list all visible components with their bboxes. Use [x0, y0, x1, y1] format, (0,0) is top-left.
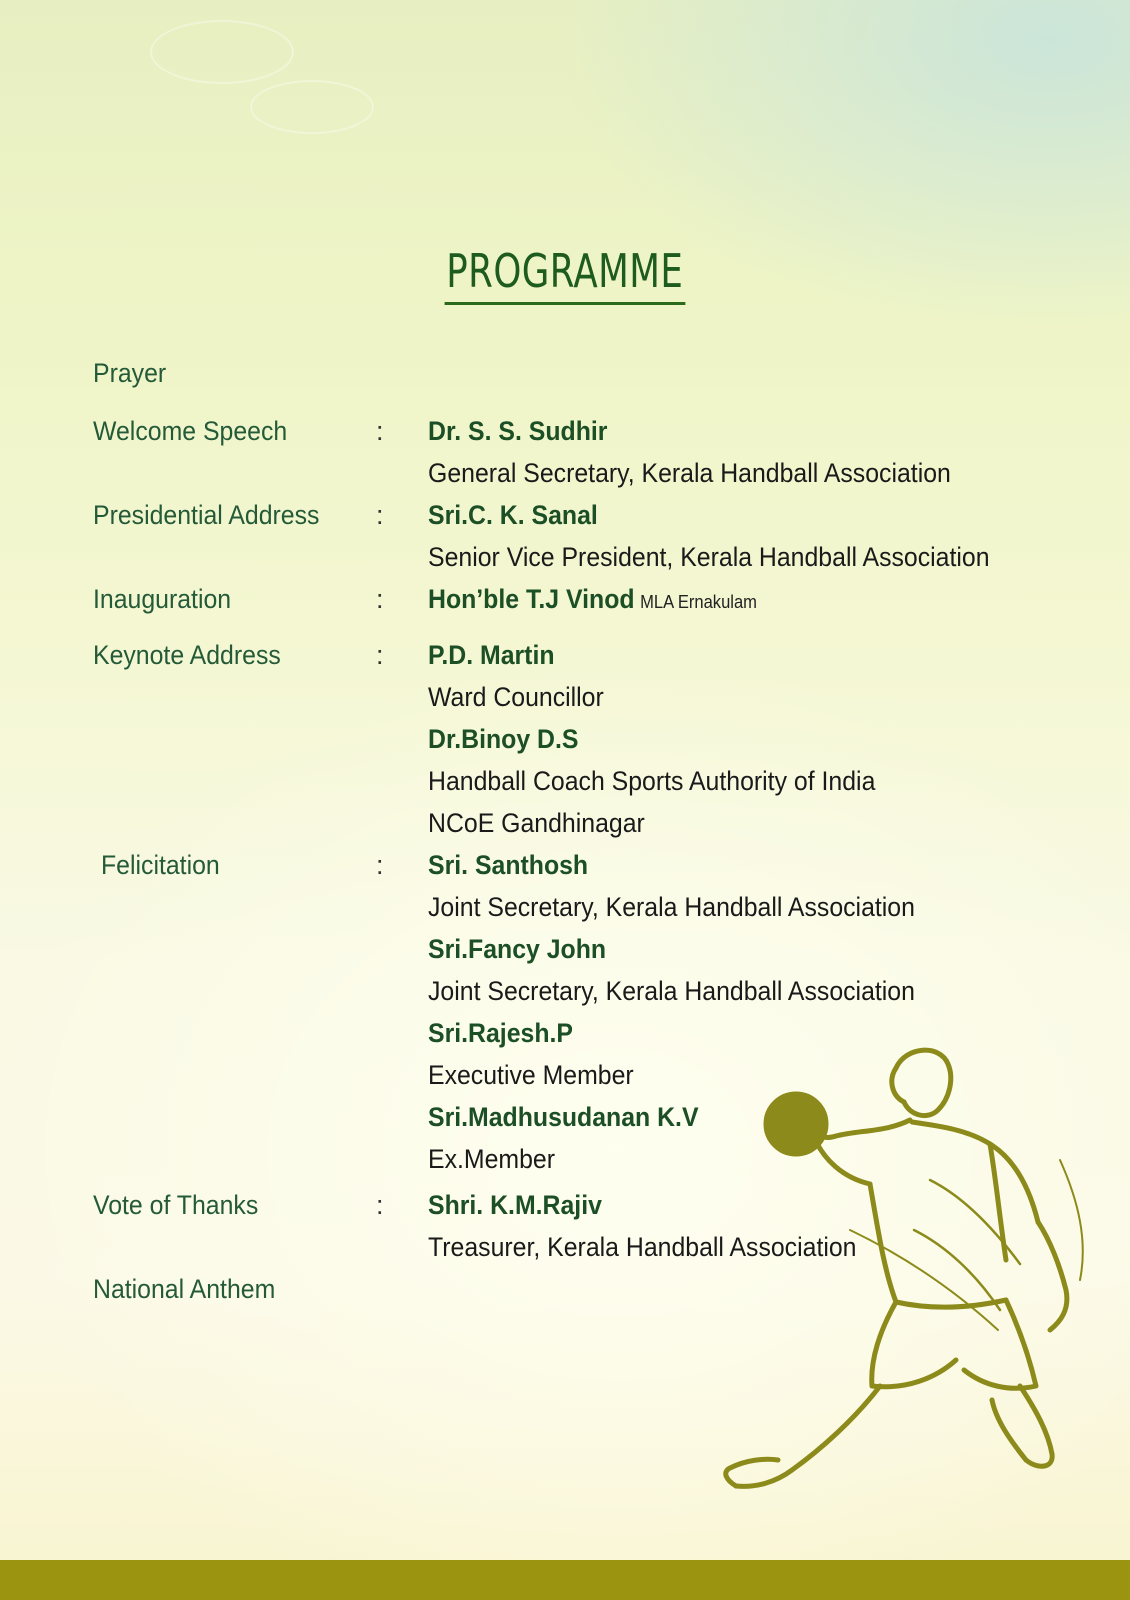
background-swirl — [250, 80, 374, 134]
speaker-role: NCoE Gandhinagar — [428, 808, 645, 838]
speaker-name: Sri.Rajesh.P — [428, 1018, 573, 1048]
speaker-name: Dr. S. S. Sudhir — [428, 416, 608, 446]
item-label-prayer: Prayer — [93, 358, 167, 388]
item-label-felicitation: Felicitation — [101, 850, 220, 880]
speaker-role: Ex.Member — [428, 1144, 556, 1174]
speaker-name: P.D. Martin — [428, 640, 555, 670]
speaker-title-suffix: MLA Ernakulam — [640, 592, 757, 612]
speaker-name: Dr.Binoy D.S — [428, 724, 579, 754]
speaker-role: Ward Councillor — [428, 682, 604, 712]
item-label-vote: Vote of Thanks — [93, 1190, 259, 1220]
colon-separator: : — [376, 1190, 384, 1220]
speaker-name: Sri.Fancy John — [428, 934, 607, 964]
background-swirl — [150, 20, 294, 84]
speaker-name-inauguration — [428, 584, 757, 615]
speaker-role: Executive Member — [428, 1060, 634, 1090]
speaker-role: Treasurer, Kerala Handball Association — [428, 1232, 857, 1262]
speaker-role: Joint Secretary, Kerala Handball Association — [428, 892, 915, 922]
item-label-inauguration: Inauguration — [93, 584, 232, 614]
handball-player-illustration — [700, 1040, 1120, 1540]
colon-separator: : — [376, 640, 384, 670]
speaker-role: General Secretary, Kerala Handball Association — [428, 458, 951, 488]
speaker-name: Sri.Madhusudanan K.V — [428, 1102, 699, 1132]
speaker-role: Joint Secretary, Kerala Handball Association — [428, 976, 915, 1006]
item-label-welcome: Welcome Speech — [93, 416, 288, 446]
title-text: PROGRAMME — [445, 244, 685, 305]
colon-separator: : — [376, 500, 384, 530]
speaker-name: Sri.C. K. Sanal — [428, 500, 598, 530]
item-label-keynote: Keynote Address — [93, 640, 281, 670]
speaker-role: Handball Coach Sports Authority of India — [428, 766, 876, 796]
speaker-name: Sri. Santhosh — [428, 850, 589, 880]
bottom-bar — [0, 1560, 1130, 1600]
speaker-name: Hon’ble T.J Vinod — [428, 584, 635, 614]
page-title — [0, 244, 1130, 305]
colon-separator: : — [376, 416, 384, 446]
colon-separator: : — [376, 850, 384, 880]
speaker-role: Senior Vice President, Kerala Handball Association — [428, 542, 990, 572]
speaker-name: Shri. K.M.Rajiv — [428, 1190, 602, 1220]
item-label-presidential: Presidential Address — [93, 500, 320, 530]
colon-separator: : — [376, 584, 384, 614]
item-label-anthem: National Anthem — [93, 1274, 276, 1304]
